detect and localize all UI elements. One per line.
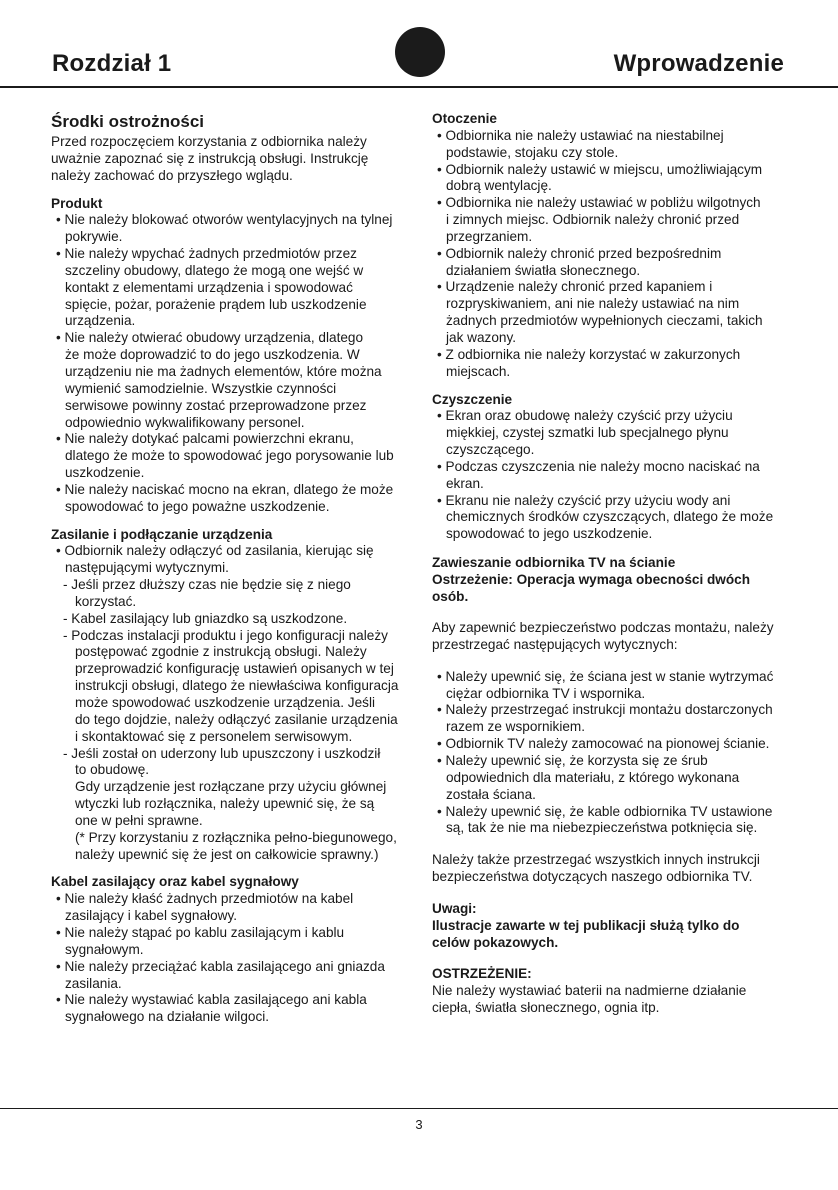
list-item: • Ekran oraz obudowę należy czyścić przy użyciu miękkiej, czystej szmatki lub specjalnego płynu czyszczącego.: [437, 408, 733, 458]
zasilanie-list: [51, 543, 411, 577]
produkt-heading: Produkt: [51, 195, 103, 211]
list-item: • Nie należy wpychać żadnych przedmiotów przez szczeliny obudowy, dlatego że mogą one wejść w kontakt z elementami urządzenia i spowodować spięcie, pożar, porażenie prądem lub uszkodzenie urządzenia.: [56, 246, 367, 329]
list-item: • Odbiornik należy ustawić w miejscu, umożliwiającym dobrą wentylację.: [437, 161, 763, 194]
list-item: - Jeśli został on uderzony lub upuszczony i uszkodził to obudowę.: [63, 745, 381, 778]
list-item: • Odbiornik należy odłączyć od zasilania, kierując się następującymi wytycznymi.: [56, 543, 374, 576]
left-column: [51, 111, 411, 1026]
list-item: • Nie należy blokować otworów wentylacyjnych na tylnej pokrywie.: [56, 212, 393, 245]
kabel-heading: Kabel zasilający oraz kabel sygnałowy: [51, 874, 299, 890]
list-item: - Jeśli przez dłuższy czas nie będzie się z niego korzystać.: [63, 577, 351, 609]
list-item: • Nie należy otwierać obudowy urządzenia, dlatego że może doprowadzić to do jego uszkodzenia. W urządzeniu nie ma żadnych elementów, które można wymienić samodzielnie. Wszystkie czynności serwisowe powinny zostać przeprowadzone przez odpowiednio wykwalifikowany personel.: [56, 330, 382, 430]
zawieszanie-heading: Zawieszanie odbiornika TV na ścianie Ostrzeżenie: Operacja wymaga obecności dwóch osób.: [432, 555, 751, 605]
list-item: • Odbiornik należy chronić przed bezpośrednim działaniem światła słonecznego.: [437, 245, 722, 278]
kabel-list: [51, 891, 411, 1026]
ostrzezenie-heading: OSTRZEŻENIE:: [432, 966, 532, 982]
list-item: • Odbiornik TV należy zamocować na pionowej ścianie.: [437, 736, 770, 752]
chapter-label: Rozdział 1: [52, 50, 172, 77]
zasilanie-heading: Zasilanie i podłączanie urządzenia: [51, 526, 273, 542]
czyszczenie-list: [432, 408, 792, 543]
otoczenie-heading: Otoczenie: [432, 111, 497, 126]
list-item: • Nie należy naciskać mocno na ekran, dlatego że może spowodować to jego poważne uszkodzenie.: [56, 481, 394, 514]
list-item: • Z odbiornika nie należy korzystać w zakurzonych miejscach.: [437, 346, 741, 379]
produkt-list: [51, 212, 411, 515]
list-item: • Odbiornika nie należy ustawiać w pobliżu wilgotnych i zimnych miejsc. Odbiornik należy chronić przed przegrzaniem.: [437, 195, 761, 244]
list-item: • Należy przestrzegać instrukcji montażu dostarczonych razem ze wspornikiem.: [437, 702, 773, 735]
page-title: Środki ostrożności: [51, 112, 205, 131]
section-label: Wprowadzenie: [613, 50, 784, 77]
list-item: • Nie należy dotykać palcami powierzchni ekranu, dlatego że może to spowodować jego porysowanie lub uszkodzenie.: [56, 431, 394, 481]
czyszczenie-heading: Czyszczenie: [432, 391, 513, 407]
header-divider: [0, 86, 838, 88]
list-item: • Nie należy wystawiać kabla zasilającego ani kabla sygnałowego na działanie wilgoci.: [56, 992, 367, 1025]
otoczenie-list: [432, 128, 792, 381]
list-item: • Nie należy przeciążać kabla zasilającego ani gniazda zasilania.: [56, 958, 385, 991]
zasilanie-note: Gdy urządzenie jest rozłączane przy użyciu głównej wtyczki lub rozłącznika, należy upewnić się, że są one w pełni sprawne. (* Przy korzystaniu z rozłącznika pełno-biegunowego, należy upewnić się że jest on całkowicie sprawny.): [75, 779, 397, 862]
list-item: • Nie należy kłaść żadnych przedmiotów na kabel zasilający i kabel sygnałowy.: [56, 891, 354, 924]
list-item: • Należy upewnić się, że kable odbiornika TV ustawione są, tak że nie ma niebezpieczeństwa potknięcia się.: [437, 803, 773, 836]
list-item: - Kabel zasilający lub gniazdko są uszkodzone.: [63, 610, 348, 626]
list-item: • Urządzenie należy chronić przed kapaniem i rozpryskiwaniem, ani nie należy ustawiać na nim żadnych przedmiotów wypełnionych cieczami, takich jak wazony.: [437, 279, 763, 345]
intro-paragraph: Przed rozpoczęciem korzystania z odbiornika należy uważnie zapoznać się z instrukcją obsługi. Instrukcję należy zachować do przyszłego wglądu.: [51, 134, 369, 183]
list-item: • Ekranu nie należy czyścić przy użyciu wody ani chemicznych środków czyszczących, dlatego że może spowodować to jego uszkodzenie.: [437, 492, 774, 542]
ostrzezenie-text: Nie należy wystawiać baterii na nadmierne działanie ciepła, światła słonecznego, ognia itp.: [432, 983, 747, 1016]
zasilanie-sublist: [51, 577, 411, 779]
list-item: • Nie należy stąpać po kablu zasilającym i kablu sygnałowym.: [56, 924, 345, 957]
uwagi-heading: Uwagi:: [432, 900, 477, 916]
zawieszanie-outro: Należy także przestrzegać wszystkich innych instrukcji bezpieczeństwa dotyczących naszego odbiornika TV.: [432, 852, 760, 885]
footer-divider: [0, 1108, 838, 1109]
page-number: 3: [415, 1117, 423, 1132]
list-item: • Należy upewnić się, że ściana jest w stanie wytrzymać ciężar odbiornika TV i wspornika.: [437, 668, 774, 701]
zawieszanie-intro: Aby zapewnić bezpieczeństwo podczas montażu, należy przestrzegać następujących wytycznych:: [432, 620, 774, 652]
list-item: • Podczas czyszczenia nie należy mocno naciskać na ekran.: [437, 458, 760, 491]
uwagi-text: Ilustracje zawarte w tej publikacji służą tylko do celów pokazowych.: [432, 917, 740, 950]
right-column: [432, 111, 792, 1017]
list-item: • Odbiornika nie należy ustawiać na niestabilnej podstawie, stojaku czy stole.: [437, 127, 724, 160]
zawieszanie-list: [432, 669, 792, 837]
list-item: - Podczas instalacji produktu i jego konfiguracji należy postępować zgodnie z instrukcją obsługi. Należy przeprowadzić konfigurację ustawień opisanych w tej instrukcji obsługi, dlatego że niewłaściwa konfiguracja może spowodować uszkodzenie urządzenia. Jeśli do tego dojdzie, należy odłączyć zasilanie urządzenia i skontaktować się z personelem serwisowym.: [63, 627, 399, 744]
chapter-circle: [395, 27, 445, 77]
list-item: • Należy upewnić się, że korzysta się ze śrub odpowiednich dla materiału, z którego wykonana została ściana.: [437, 753, 740, 802]
